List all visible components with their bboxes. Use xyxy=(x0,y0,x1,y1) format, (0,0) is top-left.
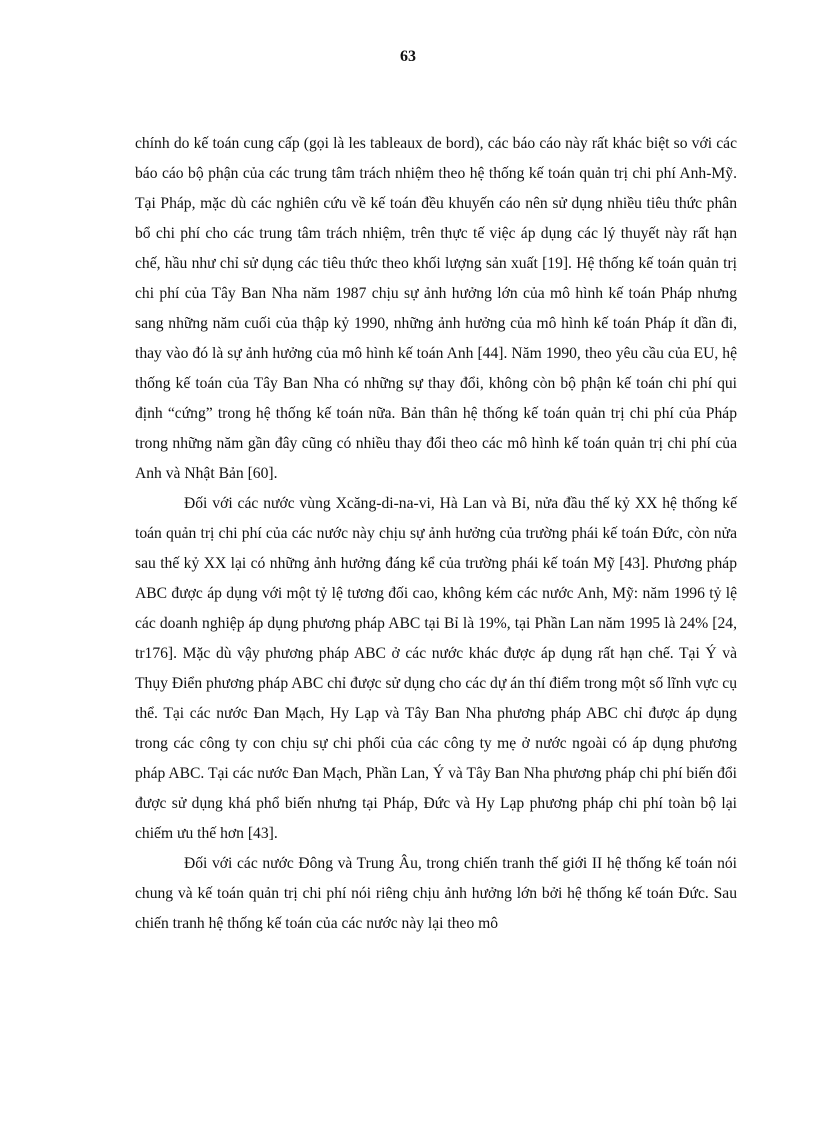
document-body xyxy=(135,129,737,939)
page-number: 63 xyxy=(400,48,416,65)
paragraph-eastern-europe: Đối với các nước Đông và Trung Âu, trong chiến tranh thế giới II hệ thống kế toán nói chung và kế toán quản trị chi phí nói riêng chịu ảnh hưởng lớn bởi hệ thống kế toán Đức. Sau chiến tranh hệ thống kế toán của các nước này lại theo mô xyxy=(135,855,737,932)
paragraph-scandinavia: Đối với các nước vùng Xcăng-di-na-vi, Hà Lan và Bỉ, nửa đầu thế kỷ XX hệ thống kế toán quản trị chi phí của các nước này chịu sự ảnh hưởng của trường phái kế toán Đức, còn nửa sau thế kỷ XX lại có những ảnh hưởng đáng kể của trường phái kế toán Mỹ [43]. Phương pháp ABC được áp dụng với một tỷ lệ tương đối cao, không kém các nước Anh, Mỹ: năm 1996 tỷ lệ các doanh nghiệp áp dụng phương pháp ABC tại Bỉ là 19%, tại Phần Lan năm 1995 là 24% [24, tr176]. Mặc dù vậy phương pháp ABC ở các nước khác được áp dụng rất hạn chế. Tại Ý và Thụy Điển phương pháp ABC chỉ được sử dụng cho các dự án thí điểm trong một số lĩnh vực cụ thể. Tại các nước Đan Mạch, Hy Lạp và Tây Ban Nha phương pháp ABC chỉ được áp dụng trong các công ty con chịu sự chi phối của các công ty mẹ ở nước ngoài có áp dụng phương pháp ABC. Tại các nước Đan Mạch, Phần Lan, Ý và Tây Ban Nha phương pháp chi phí biến đổi được sử dụng khá phổ biến nhưng tại Pháp, Đức và Hy Lạp phương pháp chi phí toàn bộ lại chiếm ưu thế hơn [43]. xyxy=(135,495,737,842)
paragraph-continued: chính do kế toán cung cấp (gọi là les tableaux de bord), các báo cáo này rất khác biệt so với các báo cáo bộ phận của các trung tâm trách nhiệm theo hệ thống kế toán quản trị chi phí Anh-Mỹ. Tại Pháp, mặc dù các nghiên cứu về kế toán đều khuyến cáo nên sử dụng nhiều tiêu thức phân bổ chi phí cho các trung tâm trách nhiệm, trên thực tế việc áp dụng các lý thuyết này rất hạn chế, hầu như chỉ sử dụng các tiêu thức theo khối lượng sản xuất [19]. Hệ thống kế toán quản trị chi phí của Tây Ban Nha năm 1987 chịu sự ảnh hưởng lớn của mô hình kế toán Pháp nhưng sang những năm cuối của thập kỷ 1990, những ảnh hưởng của mô hình kế toán Pháp ít dần đi, thay vào đó là sự ảnh hưởng của mô hình kế toán Anh [44]. Năm 1990, theo yêu cầu của EU, hệ thống kế toán của Tây Ban Nha có những sự thay đổi, không còn bộ phận kế toán chi phí qui định “cứng” trong hệ thống kế toán nữa. Bản thân hệ thống kế toán quản trị chi phí của Pháp trong những năm gần đây cũng có nhiều thay đổi theo các mô hình kế toán quản trị chi phí của Anh và Nhật Bản [60]. xyxy=(135,135,737,482)
